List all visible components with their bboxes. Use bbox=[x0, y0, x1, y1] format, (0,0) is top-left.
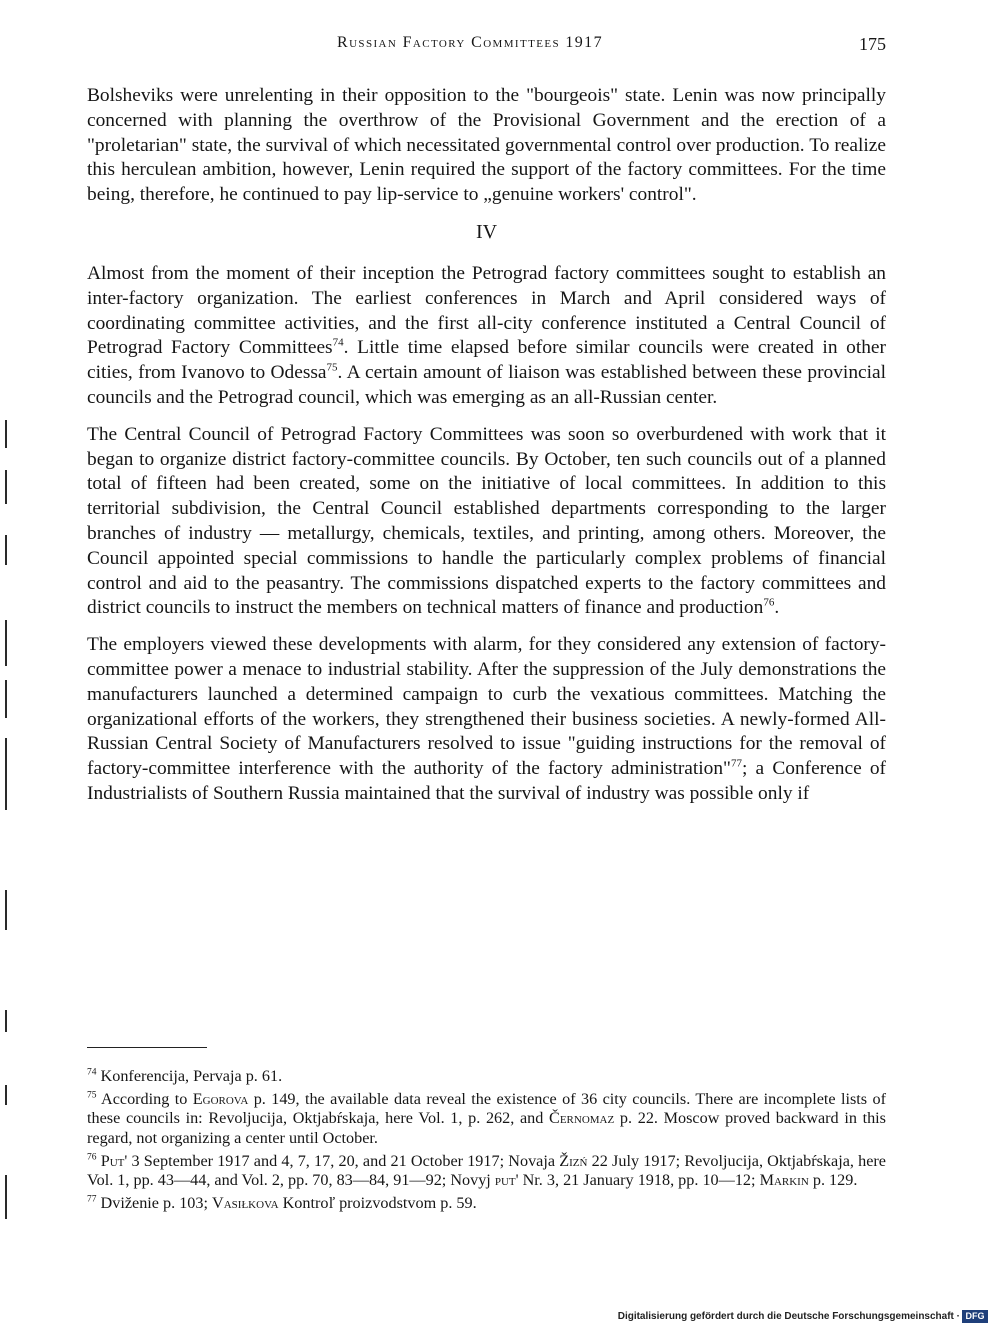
footnote-text: Kontroľ proizvodstvom p. 59. bbox=[278, 1194, 477, 1213]
footnote-author: Markin bbox=[759, 1171, 809, 1190]
running-header bbox=[0, 34, 1000, 58]
footnote-75 bbox=[87, 1090, 886, 1148]
footnote-76 bbox=[87, 1152, 886, 1190]
footnote-ref-75[interactable]: 75 bbox=[326, 361, 338, 374]
paragraph-4 bbox=[87, 633, 886, 807]
footnote-text: According to bbox=[101, 1090, 193, 1109]
scan-margin-mark bbox=[5, 470, 7, 504]
paragraph-4-text-a: The employers viewed these developments with alarm, for they considered any extension of factory-committee power a menace to industrial stability. After the suppression of the July demonstrations the manufacturers launched a determined campaign to curb the vexatious committees. Matching the organizational efforts of the workers, they strengthened their business societies. A newly-formed All-Russian Central Society of Manufacturers resolved to issue "guiding instructions for the removal of factory-committee interference with the authority of the factory administration" bbox=[87, 634, 886, 780]
footnote-divider bbox=[87, 1047, 207, 1048]
scan-margin-mark bbox=[5, 535, 7, 565]
paragraph-2-text-a: Almost from the moment of their inception the Petrograd factory committees sought to establish an inter-factory organization. The earliest conferences in March and April considered ways of coordinating committee activities, and the first all-city conference instituted a Central Council of Petrograd Factory Committees bbox=[87, 262, 886, 359]
footnote-ref-76[interactable]: 76 bbox=[763, 596, 775, 609]
footnotes bbox=[87, 1067, 886, 1217]
footnote-text: Dviženie p. 103; bbox=[100, 1194, 213, 1213]
paragraph-3-text-b: . bbox=[774, 597, 780, 619]
footnote-text: p. 149, the available data reveal the existence of 36 city councils. There are incomplete lists of these councils in: Revoljucija, Oktjabŕskaja, here Vol. 1, p. 262, and bbox=[87, 1090, 886, 1128]
footnote-text: Nr. 3, 21 January 1918, pp. 10—12; bbox=[518, 1171, 760, 1190]
footnote-74 bbox=[87, 1067, 886, 1086]
footnote-number: 75 bbox=[87, 1090, 97, 1101]
paragraph-1 bbox=[87, 84, 886, 208]
footnote-text: p. 129. bbox=[808, 1171, 858, 1190]
footnote-text: Konferencija, Pervaja p. 61. bbox=[100, 1067, 283, 1085]
footnote-ref-74[interactable]: 74 bbox=[332, 336, 344, 349]
footnote-ref-77[interactable]: 77 bbox=[730, 757, 742, 770]
scan-margin-mark bbox=[5, 738, 7, 810]
footnote-number: 76 bbox=[87, 1152, 97, 1163]
scan-margin-mark bbox=[5, 1175, 7, 1219]
footnote-author: put' bbox=[494, 1171, 519, 1190]
paragraph-3 bbox=[87, 423, 886, 621]
scan-margin-mark bbox=[5, 680, 7, 718]
paragraph-4-text-b: ; a Conference of Industrialists of Southern Russia maintained that the survival of industry was possible only if bbox=[87, 758, 886, 804]
paragraph-2-text-b: . Little time elapsed before similar councils were created in other cities, from Ivanovo to Odessa bbox=[87, 337, 886, 384]
scan-margin-mark bbox=[5, 620, 7, 666]
footnote-author: Vasiłkova bbox=[212, 1194, 279, 1213]
dfg-logo-icon: DFG bbox=[962, 1310, 988, 1323]
digitization-credit: Digitalisierung gefördert durch die Deutsche Forschungsgemeinschaft · bbox=[617, 1311, 960, 1322]
footnote-author: Egorova bbox=[192, 1090, 249, 1109]
footnote-text: p. 22. Moscow proved backward in this regard, not organizing a center until October. bbox=[87, 1109, 886, 1147]
footnote-77 bbox=[87, 1194, 886, 1213]
footnote-number: 77 bbox=[87, 1194, 97, 1205]
footnote-text: 22 July 1917; Revoljucija, Oktjabŕskaja, here Vol. 1, pp. 43—44, and Vol. 2, pp. 70, 83—84, 91—92; Novyj bbox=[87, 1151, 886, 1190]
footnote-author: Put' bbox=[100, 1151, 128, 1170]
paragraph-1-text: Bolsheviks were unrelenting in their opposition to the "bourgeois" state. Lenin was now principally concerned with planning the overthrow of the Provisional Government and the erection of a "proletarian" state, the survival of which necessitated governmental control over production. To realize this herculean ambition, however, Lenin required the support of the factory committees. For the time being, therefore, he continued to pay lip-service to „genuine workers' control". bbox=[87, 85, 886, 206]
footnote-author: Černomaz bbox=[549, 1109, 615, 1128]
paragraph-2 bbox=[87, 262, 886, 411]
page-number: 175 bbox=[859, 34, 886, 54]
paragraph-3-text-a: The Central Council of Petrograd Factory Committees was soon so overburdened with work that it began to organize district factory-committee councils. By October, ten such councils out of a planned total of fifteen had been created, some on the initiative of local committees. In addition to this territorial subdivision, the Central Council established departments corresponding to the larger branches of industry — metallurgy, chemicals, textiles, and printing, among others. Moreover, the Council appointed special commissions to handle the particularly complex problems of financial control and aid to the peasantry. The commissions dispatched experts to the factory committees and district councils to instruct the members on technical matters of finance and production bbox=[87, 423, 886, 619]
running-title: Russian Factory Committees 1917 bbox=[337, 34, 603, 51]
footnote-number: 74 bbox=[87, 1067, 97, 1078]
scan-margin-mark bbox=[5, 890, 7, 930]
footnote-author: Žizń bbox=[559, 1151, 588, 1170]
section-heading: IV bbox=[475, 220, 498, 243]
scan-margin-mark bbox=[5, 1085, 7, 1105]
scan-margin-mark bbox=[5, 1010, 7, 1032]
body-text bbox=[87, 84, 886, 807]
footnote-text: 3 September 1917 and 4, 7, 17, 20, and 21 October 1917; Novaja bbox=[127, 1151, 560, 1170]
scan-margin-mark bbox=[5, 420, 7, 448]
paragraph-2-text-c: . A certain amount of liaison was established between these provincial councils and the Petrograd council, which was emerging as an all-Russian center. bbox=[87, 362, 887, 408]
